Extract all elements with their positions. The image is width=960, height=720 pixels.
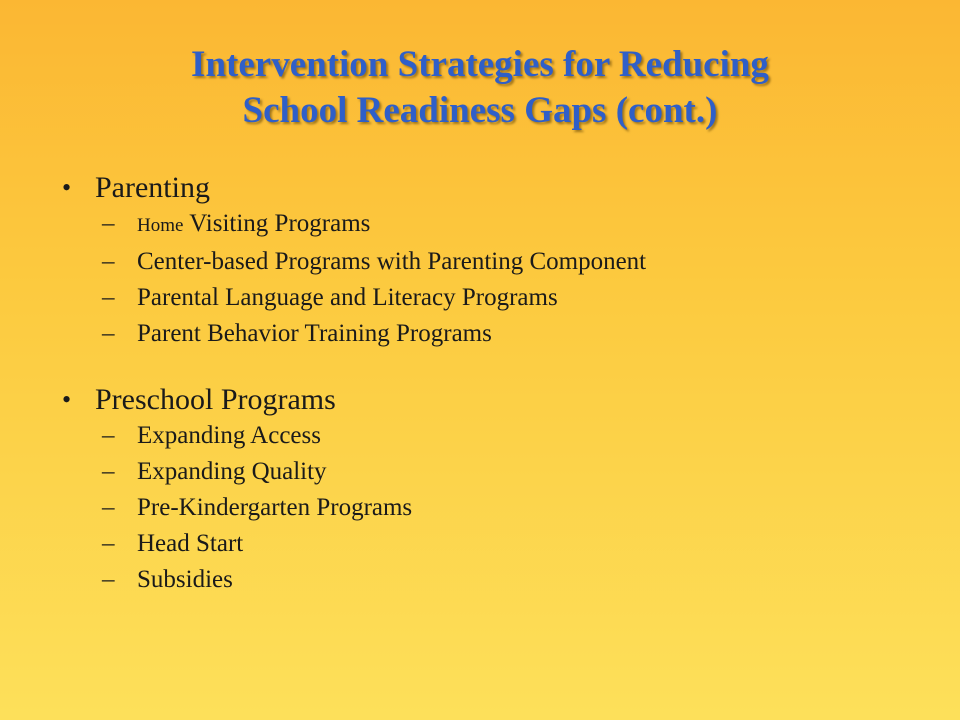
sub-item-text: Pre-Kindergarten Programs [137,494,413,521]
bullet-preschool-programs [62,382,922,418]
bullet-heading: Preschool Programs [95,383,336,416]
sub-item [102,530,922,558]
slide-title [60,42,900,134]
dash-glyph: – [102,210,115,237]
dash-glyph: – [102,422,115,449]
sub-list-preschool [62,422,922,594]
sub-item-text: Parent Behavior Training Programs [137,320,492,347]
sub-item [102,494,922,522]
bullet-parenting [62,170,922,206]
bullet-heading: Parenting [95,171,210,204]
sub-item [102,320,922,348]
sub-item-text: Parental Language and Literacy Programs [137,284,558,311]
sub-item-text: Expanding Access [137,422,321,449]
sub-item [102,248,922,276]
sub-item-text: Head Start [137,530,244,557]
dash-glyph: – [102,566,115,593]
title-line-1: Intervention Strategies for Reducing [191,44,769,85]
sub-item [102,566,922,594]
sub-item-text: Expanding Quality [137,458,327,485]
sub-item [102,458,922,486]
bullet-dot: • [62,385,72,414]
bullet-dot: • [62,173,72,202]
dash-glyph: – [102,530,115,557]
title-line-2: School Readiness Gaps (cont.) [242,90,718,131]
dash-glyph: – [102,320,115,347]
slide-content [62,170,922,602]
dash-glyph: – [102,494,115,521]
sub-item-text: Subsidies [137,566,233,593]
sub-item [102,210,922,240]
sub-item [102,284,922,312]
sub-item-prefix: Home [137,215,184,236]
sub-item [102,422,922,450]
dash-glyph: – [102,284,115,311]
sub-list-parenting [62,210,922,348]
dash-glyph: – [102,458,115,485]
dash-glyph: – [102,248,115,275]
sub-item-text: Center-based Programs with Parenting Component [137,248,647,275]
sub-item-text: Visiting Programs [183,210,371,237]
